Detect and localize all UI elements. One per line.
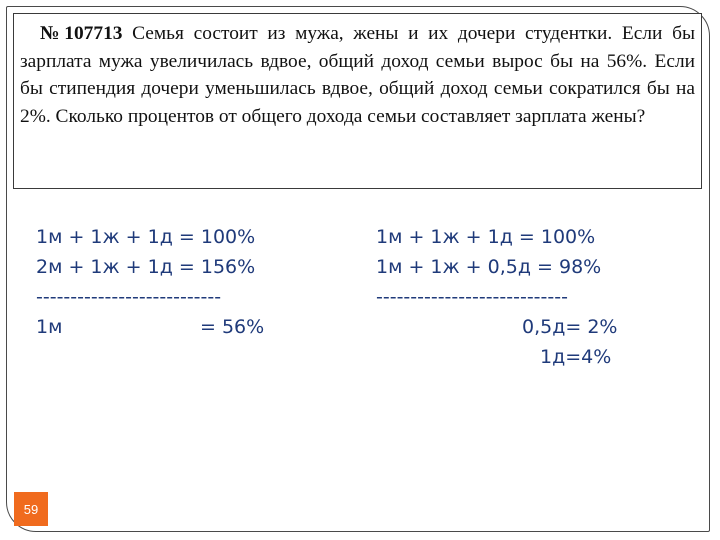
divider-right: ---------------------------- (376, 286, 568, 308)
divider-left: --------------------------- (36, 286, 222, 308)
result-right-1: 0,5д= 2% (522, 316, 618, 338)
equation-right-1: 1м + 1ж + 1д = 100% (376, 226, 596, 248)
result-right-2: 1д=4% (540, 346, 612, 368)
result-left-rhs: = 56% (200, 316, 265, 338)
problem-text: Семья состоит из мужа, жены и их дочери студентки. Если бы зарплата мужа увеличилась вдвое, общий доход семьи вырос бы на 56%. Если бы стипендия дочери уменьшилась вдвое, общий доход семьи сократился бы на 2%. Сколько процентов от общего дохода семьи составляет зарплата жены? (20, 23, 695, 127)
equation-right-2: 1м + 1ж + 0,5д = 98% (376, 256, 602, 278)
equation-left-2: 2м + 1ж + 1д = 156% (36, 256, 256, 278)
problem-box (13, 13, 702, 189)
page-number: 59 (23, 501, 39, 517)
problem-statement (20, 20, 695, 130)
page-number-badge (14, 492, 48, 526)
problem-number: №107713 (40, 23, 123, 44)
result-left-lhs: 1м (36, 316, 63, 338)
equation-left-1: 1м + 1ж + 1д = 100% (36, 226, 256, 248)
